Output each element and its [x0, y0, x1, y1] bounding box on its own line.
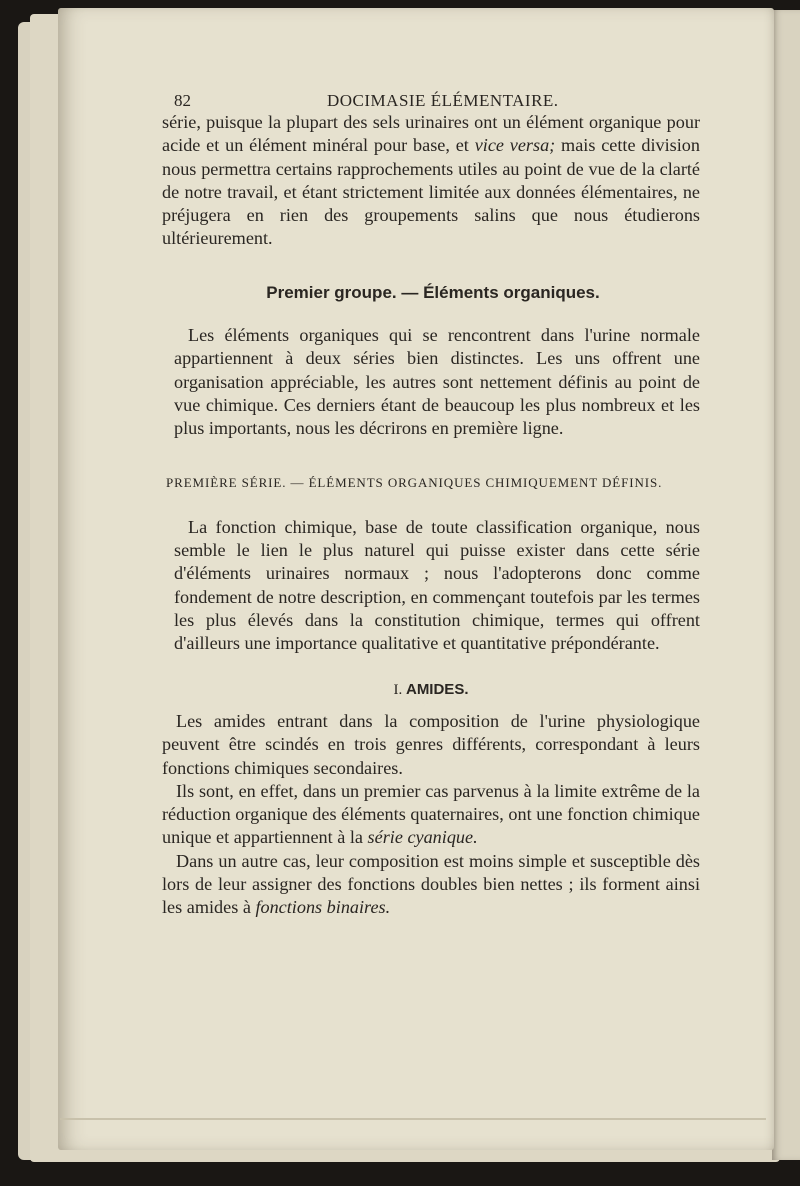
paragraph-series: La fonction chimique, base de toute classification organique, nous semble le lien le plus naturel qui puisse exister dans cette série d'éléments urinaires normaux ; nous l'adopterons donc comme fondement de notre description, en commençant toutefois par les termes les plus élevés dans la constitution chimique, termes qui offrent d'ailleurs une importance qualitative et quantitative prépondérante.: [174, 516, 700, 654]
paragraph-amides-1: Les amides entrant dans la composition de l'urine physiologique peuvent être scindés en trois genres différents, correspondant à leurs fonctions chimiques secondaires.: [162, 710, 700, 778]
paragraph-intro-italic: vice versa;: [474, 135, 556, 156]
page-number: 82: [174, 91, 191, 110]
amides-title: AMIDES.: [405, 680, 469, 698]
paragraph-amides-2-italic: série cyanique.: [367, 827, 478, 848]
paragraph-amides-2-part1: Ils sont, en effet, dans un premier cas parvenus à la limite extrême de la réduction organique des éléments quaternaires, ont une fonction chimique unique et appartiennent à la: [162, 780, 700, 848]
paragraph-intro: [162, 111, 700, 251]
group-heading: Premier groupe. — Éléments organiques.: [266, 282, 600, 302]
page-content: [162, 85, 700, 920]
paragraph-intro-part1: série, puisque la plupart des sels urinaires ont un élément organique pour acide et un élément minéral pour base, et: [162, 112, 700, 156]
paragraph-intro-part2: mais cette division nous permettra certains rapprochements utiles au point de vue de la clarté de notre travail, et étant strictement limitée aux données élémentaires, ne préjugera en rien des groupements salins que nous étudierons ultérieurement.: [162, 135, 700, 249]
page-bottom-line: [60, 1118, 766, 1120]
facing-page-edge: [772, 10, 800, 1160]
paragraph-amides-3-italic: fonctions binaires.: [255, 897, 391, 918]
paragraph-amides-3: [162, 850, 700, 920]
paragraph-amides-2: [162, 780, 700, 850]
running-head: [162, 85, 700, 109]
amides-numeral: I.: [393, 681, 403, 698]
paragraph-group: Les éléments organiques qui se rencontrent dans l'urine normale appartiennent à deux séries bien distinctes. Les uns offrent une organisation appréciable, les autres sont nettement définis au point de vue chimique. Ces derniers étant de beaucoup les plus nombreux et les plus importants, nous les décrirons en première ligne.: [174, 325, 700, 439]
running-title: DOCIMASIE ÉLÉMENTAIRE.: [327, 91, 559, 110]
amides-heading: [162, 678, 700, 702]
series-heading: PREMIÈRE SÉRIE. — ÉLÉMENTS ORGANIQUES CHIMIQUEMENT DÉFINIS.: [166, 474, 663, 490]
paragraph-amides-3-part1: Dans un autre cas, leur composition est moins simple et susceptible dès lors de leur assigner des fonctions doubles bien nettes ; ils forment ainsi les amides à: [162, 850, 700, 918]
